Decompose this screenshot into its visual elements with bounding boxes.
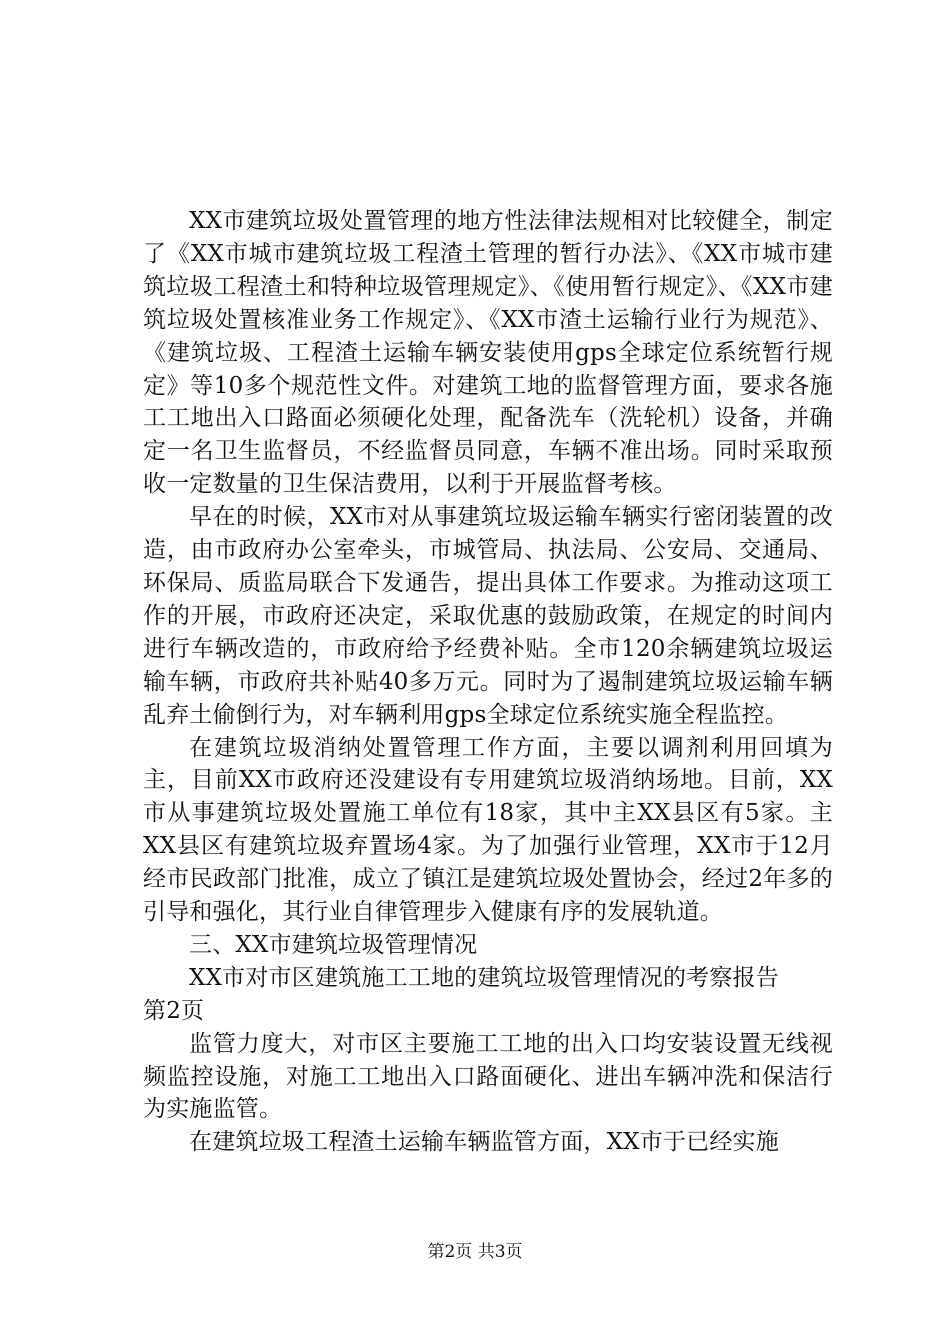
section-heading: 三、XX市建筑垃圾管理情况 bbox=[189, 931, 478, 958]
document-body bbox=[143, 205, 833, 1159]
page-footer: 第2页 共3页 bbox=[427, 1242, 523, 1262]
paragraph-disposal-management: 在建筑垃圾消纳处置管理工作方面，主要以调剂利用回填为主，目前XX市政府还没建设有专用建筑垃圾消纳场地。目前，XX市从事建筑垃圾处置施工单位有18家，其中主XX县区有5家。主XX县区有建筑垃圾弃置场4家。为了加强行业管理，XX市于12月经市民政部门批准，成立了镇江是建筑垃圾处置协会，经过2年多的引导和强化，其行业自律管理步入健康有序的发展轨道。 bbox=[143, 734, 833, 926]
paragraph-transport-vehicles: 在建筑垃圾工程渣土运输车辆监管方面，XX市于已经实施 bbox=[189, 1129, 779, 1156]
report-title-line: XX市对市区建筑施工工地的建筑垃圾管理情况的考察报告 bbox=[189, 964, 779, 991]
page-marker: 第2页 bbox=[143, 997, 205, 1024]
paragraph-regulations: XX市建筑垃圾处置管理的地方性法律法规相对比较健全，制定了《XX市城市建筑垃圾工程渣土管理的暂行办法》、《XX市城市建筑垃圾工程渣土和特种垃圾管理规定》、《使用暂行规定》、《XX市建筑垃圾处置核准业务工作规定》、《XX市渣土运输行业行为规范》、《建筑垃圾、工程渣土运输车辆安装使用gps全球定位系统暂行规定》等10多个规范性文件。对建筑工地的监督管理方面，要求各施工工地出入口路面必须硬化处理，配备洗车（洗轮机）设备，并确定一名卫生监督员，不经监督员同意，车辆不准出场。同时采取预收一定数量的卫生保洁费用，以利于开展监督考核。 bbox=[143, 208, 833, 498]
paragraph-supervision: 监管力度大，对市区主要施工工地的出入口均安装设置无线视频监控设施，对施工工地出入口路面硬化、进出车辆冲洗和保洁行为实施监管。 bbox=[143, 1030, 833, 1123]
paragraph-vehicle-retrofit: 早在的时候，XX市对从事建筑垃圾运输车辆实行密闭装置的改造，由市政府办公室牵头，市城管局、执法局、公安局、交通局、环保局、质监局联合下发通告，提出具体工作要求。为推动这项工作的开展，市政府还决定，采取优惠的鼓励政策，在规定的时间内进行车辆改造的，市政府给予经费补贴。全市120余辆建筑垃圾运输车辆，市政府共补贴40多万元。同时为了遏制建筑垃圾运输车辆乱弃土偷倒行为，对车辆利用gps全球定位系统实施全程监控。 bbox=[143, 504, 833, 728]
